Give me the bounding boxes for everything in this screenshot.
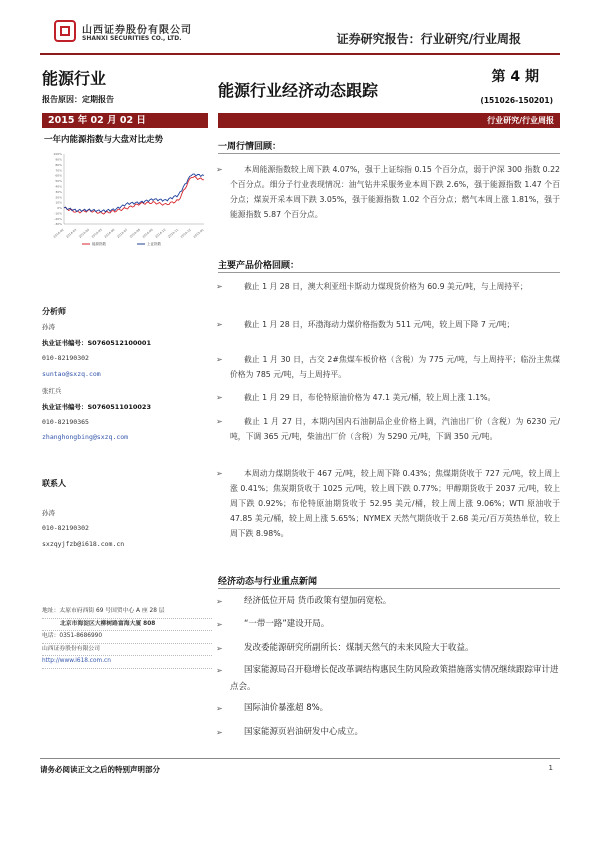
- contact-email[interactable]: sxzqyjfzb@i618.com.cn: [42, 540, 125, 548]
- address-block: [42, 606, 212, 669]
- arrow-bullet-icon: ➢: [216, 469, 223, 478]
- x-tick-label: 2014-05: [90, 227, 103, 239]
- news-title: 经济动态与行业重点新闻: [218, 577, 318, 587]
- price-item: [216, 352, 560, 382]
- section-divider: [218, 588, 560, 589]
- company-name-en: SHANXI SECURITIES CO., LTD.: [82, 35, 182, 42]
- disclaimer-note: 请务必阅读正文之后的特别声明部分: [40, 765, 160, 774]
- price-item-text: 本周动力煤期货收于 467 元/吨，较上周下降 0.43%；焦煤期货收于 727 元/吨，较上周上涨 0.41%；焦炭期货收于 1025 元/吨，较上周下跌 0.77%；甲醇期货收于 2037 元/吨，较上周下跌 0.92%；布伦特原油期货收于 52.95 美元/桶，较上周上涨 9.06%；WTI 原油收于 47.85 美元/桶，较上周上涨 5.65%；NYMEX 天然气期货收于 2.68 美元/百万英热单位，较上周下跌 8.98%。: [230, 469, 560, 538]
- weekly-review-text: 本周能源指数较上周下跌 4.07%，强于上证综指 0.15 个百分点，弱于沪深 300 指数 0.22 个百分点。细分子行业表现情况：油气钻井采服务业本周下跌 2.6%，强于能源指数 1.47 个百分点；煤炭开采本周下跌 3.05%，强于能源指数 1.02 个百分点；燃气本周上涨 1.81%，强于能源指数 5.87 个百分点。: [230, 165, 560, 219]
- news-item-text: 国家能源页岩油研发中心成立。: [244, 727, 364, 737]
- news-item-text: 国际油价暴涨超 8%。: [244, 703, 329, 713]
- section-divider: [218, 153, 560, 154]
- x-tick-label: 2014-12: [179, 227, 192, 239]
- y-tick-label: 20%: [55, 195, 62, 200]
- news-item-text: 国家能源局召开稳增长促改革调结构惠民生防风险政策措施落实情况继续跟踪审计进点会。: [230, 665, 559, 692]
- company-line: 山西证券股份有限公司: [42, 644, 212, 657]
- analyst-heading: 分析师: [42, 307, 66, 316]
- price-item: [216, 317, 560, 332]
- y-tick-label: -30%: [54, 222, 62, 227]
- x-tick-label: 2014-10: [154, 227, 167, 239]
- section-divider: [218, 272, 560, 273]
- x-tick-label: 2015-01: [192, 227, 205, 239]
- category-bar: 行业研究/行业周报: [218, 113, 560, 128]
- analyst-cert: 执业证书编号：S0760511010023: [42, 403, 151, 411]
- analyst-name: 孙涛: [42, 323, 55, 331]
- news-item[interactable]: [216, 616, 560, 633]
- weekly-review-paragraph: [216, 162, 560, 222]
- price-item-text: 截止 1 月 28 日，澳大利亚纽卡斯动力煤现货价格为 60.9 美元/吨，与上周持平；: [244, 282, 528, 291]
- contact-heading: 联系人: [42, 479, 66, 488]
- analyst-email[interactable]: suntao@sxzq.com: [42, 370, 101, 378]
- y-tick-label: 80%: [55, 162, 62, 167]
- arrow-bullet-icon: ➢: [216, 355, 223, 364]
- arrow-bullet-icon: ➢: [216, 644, 223, 653]
- company-name-cn: 山西证券股份有限公司: [82, 25, 192, 36]
- index-comparison-chart: [42, 150, 208, 250]
- x-tick-label: 2014-02: [52, 227, 65, 239]
- arrow-bullet-icon: ➢: [216, 728, 223, 737]
- x-tick-label: 2014-03: [65, 227, 78, 239]
- contact-name: 孙涛: [42, 509, 55, 517]
- y-tick-label: 30%: [55, 189, 62, 194]
- arrow-bullet-icon: ➢: [216, 704, 223, 713]
- address-line: 地址：太原市府西街 69 号国贸中心 A 座 28 层: [42, 606, 212, 619]
- price-item-text: 截止 1 月 29 日，布伦特原油价格为 47.1 美元/桶，较上周上涨 1.1%。: [244, 393, 496, 402]
- price-item-text: 截止 1 月 28 日，环渤海动力煤价格指数为 511 元/吨，较上周下降 7 元/吨；: [244, 320, 515, 329]
- news-item[interactable]: [216, 700, 560, 717]
- price-item-text: 截止 1 月 30 日，古交 2#焦煤车板价格（含税）为 775 元/吨，与上周持平；临汾主焦煤价格为 785 元/吨，与上周持平。: [230, 355, 560, 379]
- arrow-bullet-icon: ➢: [216, 320, 223, 329]
- price-review-title: 主要产品价格回顾：: [218, 261, 300, 271]
- analyst-cert: 执业证书编号：S0760512100001: [42, 339, 151, 347]
- x-tick-label: 2014-04: [77, 227, 91, 239]
- arrow-bullet-icon: ➢: [216, 282, 223, 291]
- y-tick-label: -20%: [54, 216, 62, 221]
- price-item: [216, 390, 560, 405]
- y-tick-label: 90%: [55, 157, 62, 162]
- arrow-bullet-icon: ➢: [216, 666, 223, 675]
- arrow-bullet-icon: ➢: [216, 393, 223, 402]
- analyst-phone: 010-82190302: [42, 354, 89, 362]
- price-item: [216, 466, 560, 541]
- page-number: 1: [548, 764, 553, 772]
- series-line: [64, 176, 204, 214]
- chart-title: 一年内能源指数与大盘对比走势: [44, 135, 164, 145]
- report-reason: 报告原因：定期报告: [42, 95, 114, 104]
- arrow-bullet-icon: ➢: [216, 620, 223, 629]
- news-item[interactable]: [216, 724, 560, 741]
- news-item[interactable]: [216, 640, 560, 657]
- issue-period: (151026-150201): [480, 96, 553, 105]
- price-item-text: 截止 1 月 27 日，本期内国内石油制品企业价格上调，汽油出厂价（含税）为 6230 元/吨，下调 365 元/吨，柴油出厂价（含税）为 5290 元/吨，下调 350 元/吨。: [230, 417, 560, 441]
- analyst-email[interactable]: zhanghongbing@sxzq.com: [42, 433, 129, 441]
- y-tick-label: 100%: [53, 152, 62, 157]
- x-tick-label: 2014-11: [167, 227, 180, 239]
- y-tick-label: 40%: [55, 184, 62, 189]
- news-item-text: “一带一路”建设开局。: [244, 619, 330, 629]
- news-item[interactable]: [216, 662, 560, 696]
- phone-line: 电话：0351-8686990: [42, 631, 212, 644]
- company-logo: [54, 20, 76, 42]
- arrow-bullet-icon: ➢: [216, 417, 223, 426]
- price-item: [216, 414, 560, 444]
- news-item-text: 发改委能源研究所副所长：煤制天然气的未来风险大于收益。: [244, 643, 474, 653]
- y-tick-label: -10%: [54, 211, 62, 216]
- y-tick-label: 60%: [55, 173, 62, 178]
- sector-title: 能源行业: [42, 69, 107, 88]
- x-tick-label: 2014-07: [116, 227, 129, 239]
- report-type: 证券研究报告：行业研究/行业周报: [336, 32, 521, 46]
- analyst-name: 张红兵: [42, 387, 62, 395]
- weekly-review-title: 一周行情回顾：: [218, 142, 282, 152]
- y-tick-label: 0%: [57, 206, 62, 211]
- website-link[interactable]: http://www.i618.com.cn: [42, 656, 212, 669]
- x-tick-label: 2014-06: [103, 227, 116, 239]
- legend-label: 能源指数: [92, 242, 106, 246]
- x-tick-label: 2014-09: [141, 227, 154, 239]
- contact-phone: 010-82190302: [42, 524, 89, 532]
- y-tick-label: 70%: [55, 168, 62, 173]
- footer-divider: [40, 758, 560, 759]
- arrow-bullet-icon: ➢: [216, 165, 223, 174]
- news-item-text: 经济低位开局 货币政策有望加码宽松。: [244, 596, 392, 606]
- x-tick-label: 2014-08: [128, 227, 142, 239]
- date-bar: 2015 年 02 月 02 日: [42, 113, 208, 128]
- y-tick-label: 10%: [55, 200, 62, 205]
- main-title: 能源行业经济动态跟踪: [218, 81, 379, 100]
- arrow-bullet-icon: ➢: [216, 597, 223, 606]
- header-divider: [40, 53, 560, 55]
- address-line: 北京市海淀区大柳树路富海大厦 808: [42, 619, 212, 632]
- analyst-phone: 010-82190365: [42, 418, 89, 426]
- news-item[interactable]: [216, 593, 560, 610]
- y-tick-label: 50%: [55, 179, 62, 184]
- issue-number: 第 4 期: [491, 69, 539, 85]
- price-item: [216, 279, 560, 294]
- legend-label: 上证指数: [147, 242, 161, 246]
